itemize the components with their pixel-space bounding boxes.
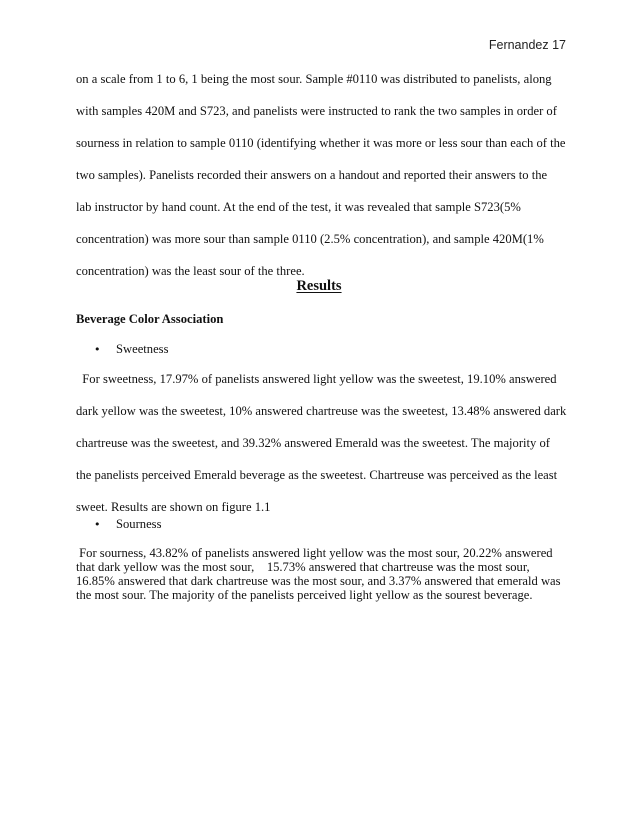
beverage-color-association-heading: Beverage Color Association bbox=[76, 312, 224, 326]
sourness-bullet-item bbox=[94, 517, 161, 532]
sourness-label: Sourness bbox=[116, 517, 162, 531]
sourness-line-4: the most sour. The majority of the panelists perceived light yellow as the sourest beverage. bbox=[76, 588, 533, 602]
method-line-1: on a scale from 1 to 6, 1 being the most sour. Sample #0110 was distributed to panelists, along bbox=[76, 72, 552, 86]
method-line-2: with samples 420M and S723, and panelists were instructed to rank the two samples in order of bbox=[76, 104, 557, 118]
method-line-4: two samples). Panelists recorded their answers on a handout and reported their answers to the bbox=[76, 168, 548, 182]
sweetness-line-5: sweet. Results are shown on figure 1.1 bbox=[76, 500, 271, 514]
sweetness-line-2: dark yellow was the sweetest, 10% answered chartreuse was the sweetest, 13.48% answered dark bbox=[76, 404, 567, 418]
sourness-line-2: that dark yellow was the most sour, 15.73% answered that chartreuse was the most sour, bbox=[76, 560, 530, 574]
bullet-icon: • bbox=[94, 518, 101, 531]
sweetness-line-3: chartreuse was the sweetest, and 39.32% answered Emerald was the sweetest. The majority of bbox=[76, 436, 550, 450]
running-head: Fernandez 17 bbox=[488, 38, 566, 52]
method-line-3: sourness in relation to sample 0110 (identifying whether it was more or less sour than each of the bbox=[76, 136, 566, 150]
bullet-icon: • bbox=[94, 343, 101, 356]
method-line-6: concentration) was more sour than sample 0110 (2.5% concentration), and sample 420M(1% bbox=[76, 232, 544, 246]
sweetness-bullet-item bbox=[94, 342, 168, 357]
method-line-5: lab instructor by hand count. At the end of the test, it was revealed that sample S723(5% bbox=[76, 200, 521, 214]
method-line-7: concentration) was the least sour of the three. bbox=[76, 264, 305, 278]
sweetness-line-1: For sweetness, 17.97% of panelists answered light yellow was the sweetest, 19.10% answered bbox=[76, 372, 557, 386]
results-heading: Results bbox=[296, 278, 342, 294]
sourness-line-1: For sourness, 43.82% of panelists answered light yellow was the most sour, 20.22% answered bbox=[76, 546, 553, 560]
sourness-line-3: 16.85% answered that dark chartreuse was the most sour, and 3.37% answered that emerald was bbox=[76, 574, 561, 588]
sweetness-line-4: the panelists perceived Emerald beverage as the sweetest. Chartreuse was perceived as the least bbox=[76, 468, 558, 482]
sweetness-label: Sweetness bbox=[116, 342, 169, 356]
